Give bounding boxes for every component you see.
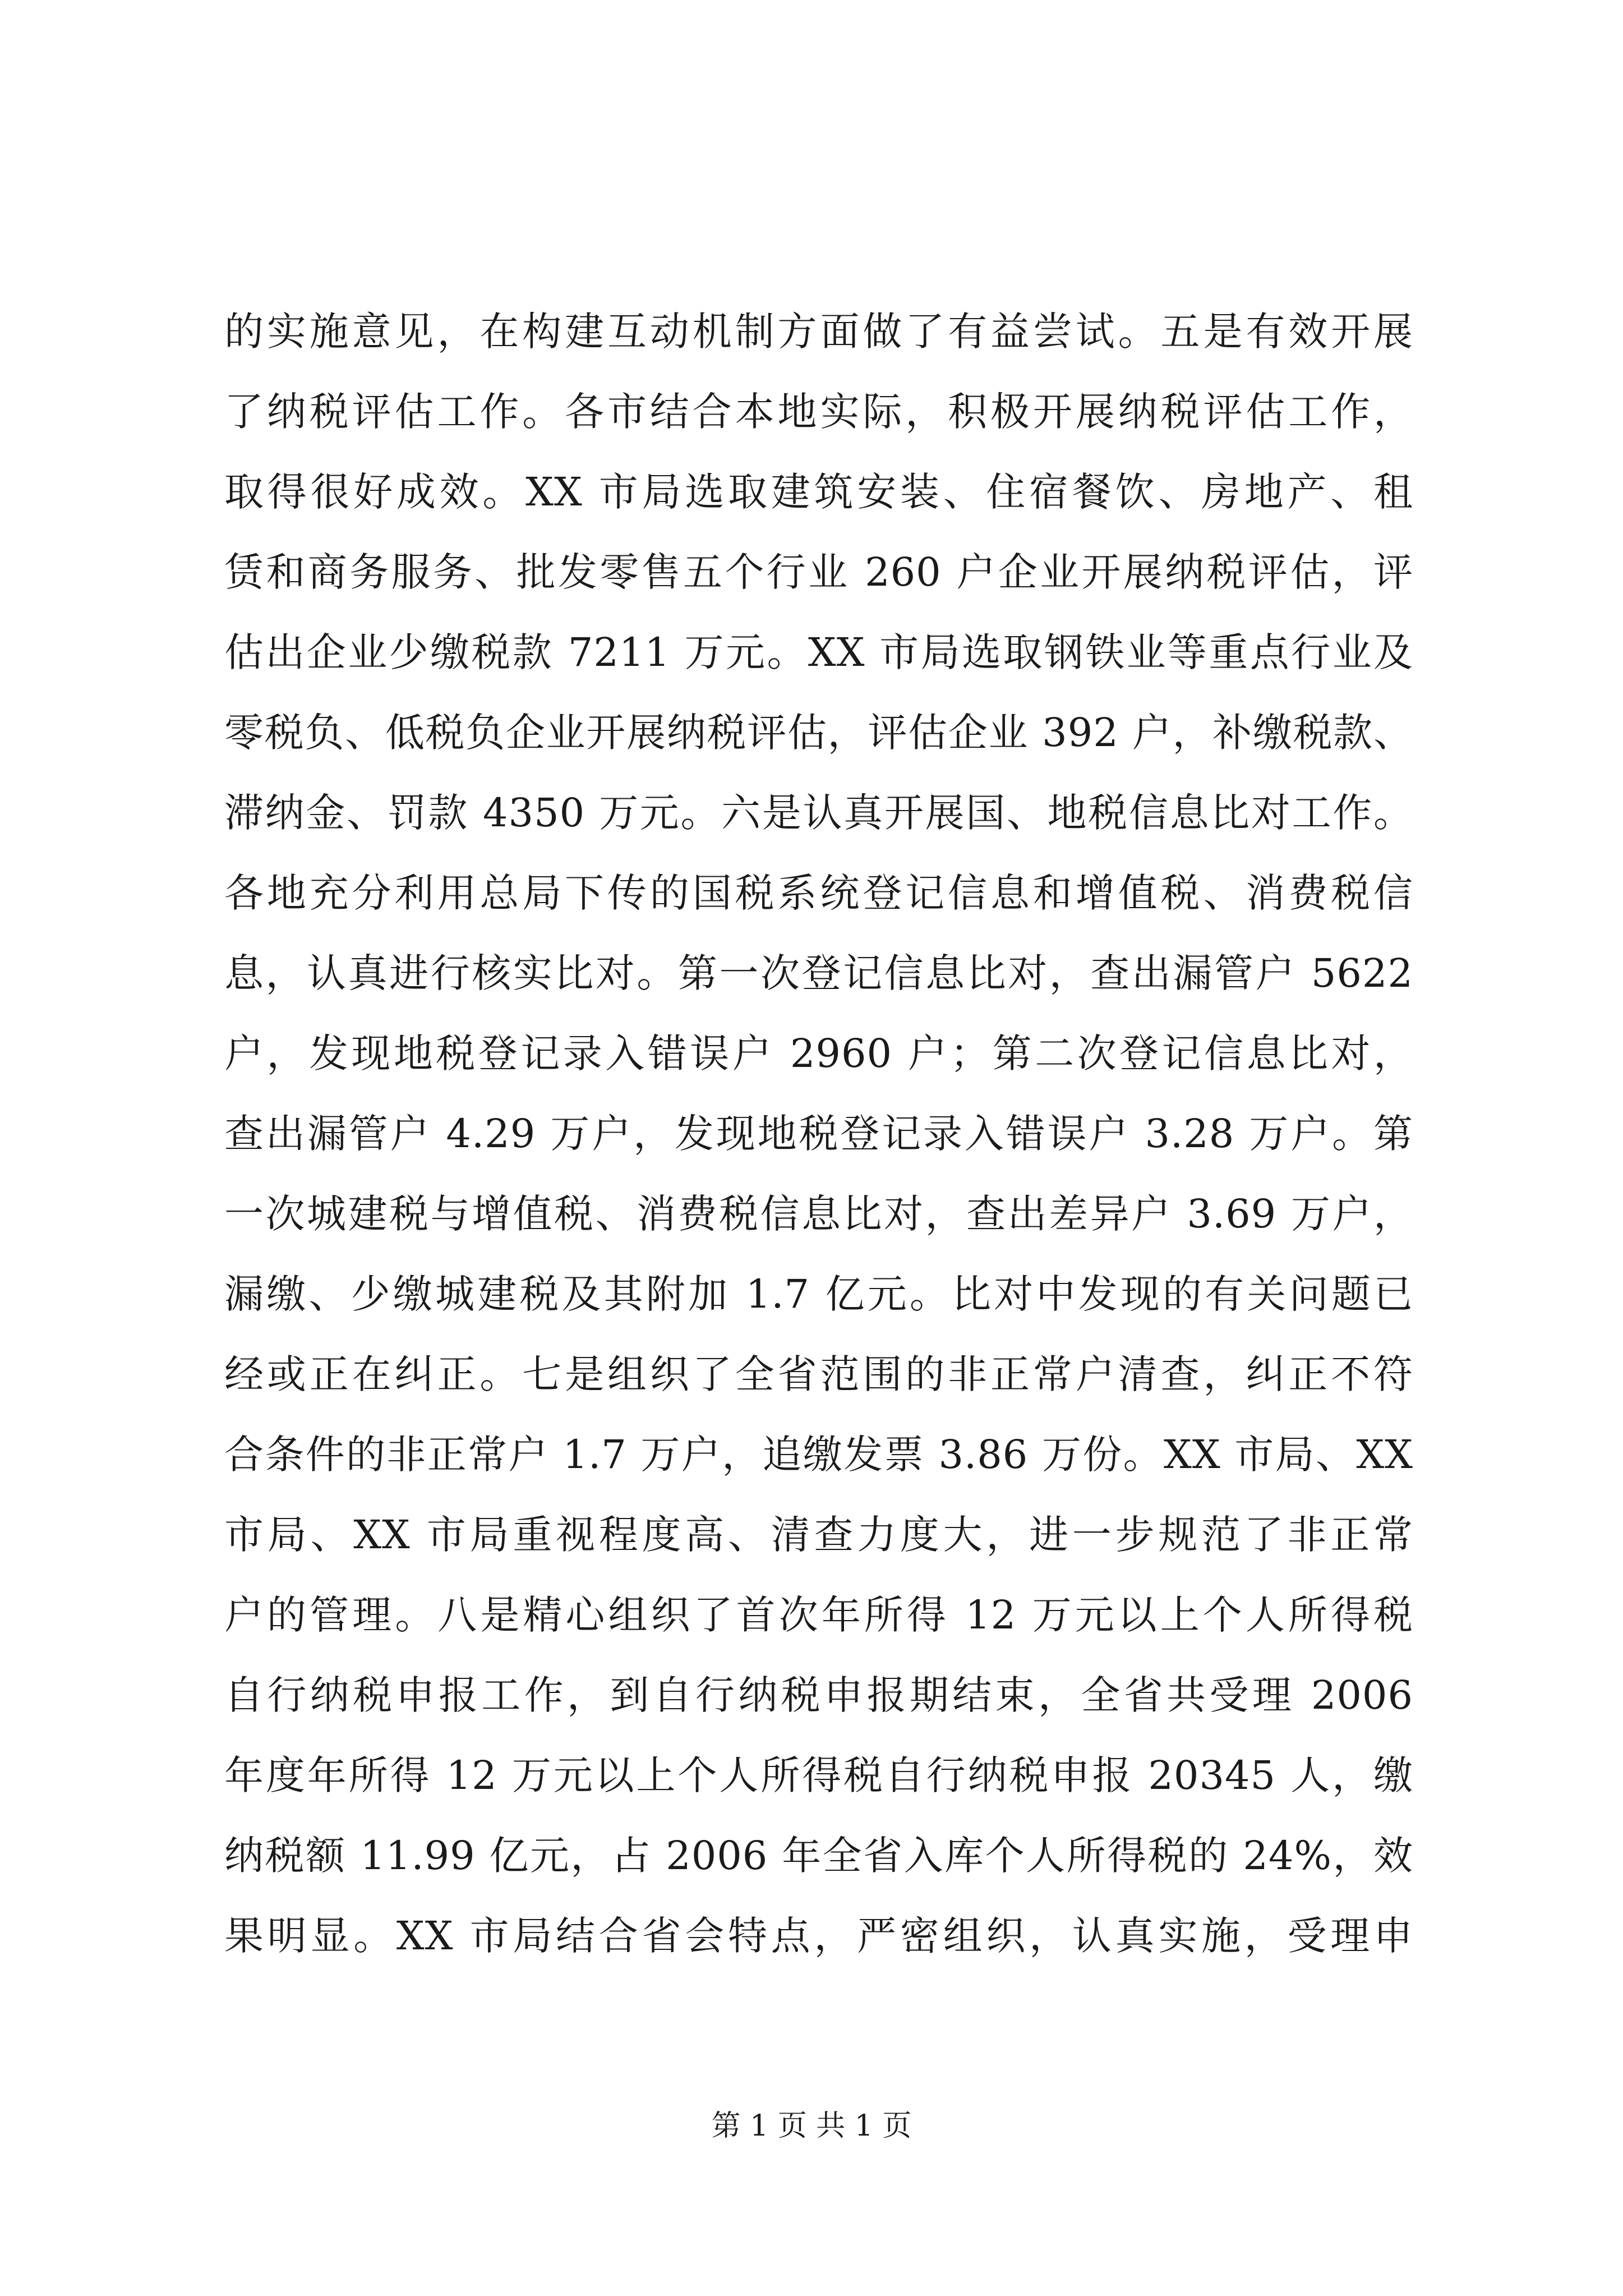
text-line: 滞纳金、罚款 4350 万元。六是认真开展国、地税信息比对工作。 <box>224 790 1413 836</box>
text-line: 合条件的非正常户 1.7 万户，追缴发票 3.86 万份。XX 市局、XX <box>224 1432 1413 1478</box>
text-line: 户，发现地税登记录入错误户 2960 户；第二次登记信息比对， <box>224 1030 1413 1076</box>
text-line: 年度年所得 12 万元以上个人所得税自行纳税申报 20345 人，缴 <box>224 1752 1413 1798</box>
text-line: 赁和商务服务、批发零售五个行业 260 户企业开展纳税评估，评 <box>224 549 1413 595</box>
text-line: 经或正在纠正。七是组织了全省范围的非正常户清查，纠正不符 <box>224 1351 1413 1397</box>
text-line: 自行纳税申报工作，到自行纳税申报期结束，全省共受理 2006 <box>224 1672 1413 1718</box>
body-paragraph <box>224 292 1413 1976</box>
text-line: 查出漏管户 4.29 万户，发现地税登记录入错误户 3.28 万户。第 <box>224 1111 1413 1157</box>
text-line: 取得很好成效。XX 市局选取建筑安装、住宿餐饮、房地产、租 <box>224 469 1413 515</box>
text-line: 果明显。XX 市局结合省会特点，严密组织，认真实施，受理申 <box>224 1913 1413 1959</box>
text-line: 纳税额 11.99 亿元，占 2006 年全省入库个人所得税的 24%，效 <box>224 1833 1413 1879</box>
text-line: 市局、XX 市局重视程度高、清查力度大，进一步规范了非正常 <box>224 1512 1413 1558</box>
text-line: 息，认真进行核实比对。第一次登记信息比对，查出漏管户 5622 <box>224 950 1413 996</box>
text-line: 了纳税评估工作。各市结合本地实际，积极开展纳税评估工作， <box>224 389 1413 435</box>
text-line: 户的管理。八是精心组织了首次年所得 12 万元以上个人所得税 <box>224 1592 1413 1638</box>
text-line: 各地充分利用总局下传的国税系统登记信息和增值税、消费税信 <box>224 870 1413 916</box>
text-line: 一次城建税与增值税、消费税信息比对，查出差异户 3.69 万户， <box>224 1191 1413 1237</box>
text-line: 漏缴、少缴城建税及其附加 1.7 亿元。比对中发现的有关问题已 <box>224 1271 1413 1317</box>
text-line: 的实施意见，在构建互动机制方面做了有益尝试。五是有效开展 <box>224 309 1413 355</box>
page-number-label: 第 1 页 共 1 页 <box>711 2109 912 2143</box>
page-footer <box>0 2109 1623 2143</box>
text-line: 估出企业少缴税款 7211 万元。XX 市局选取钢铁业等重点行业及 <box>224 629 1413 675</box>
text-line: 零税负、低税负企业开展纳税评估，评估企业 392 户，补缴税款、 <box>224 710 1413 756</box>
